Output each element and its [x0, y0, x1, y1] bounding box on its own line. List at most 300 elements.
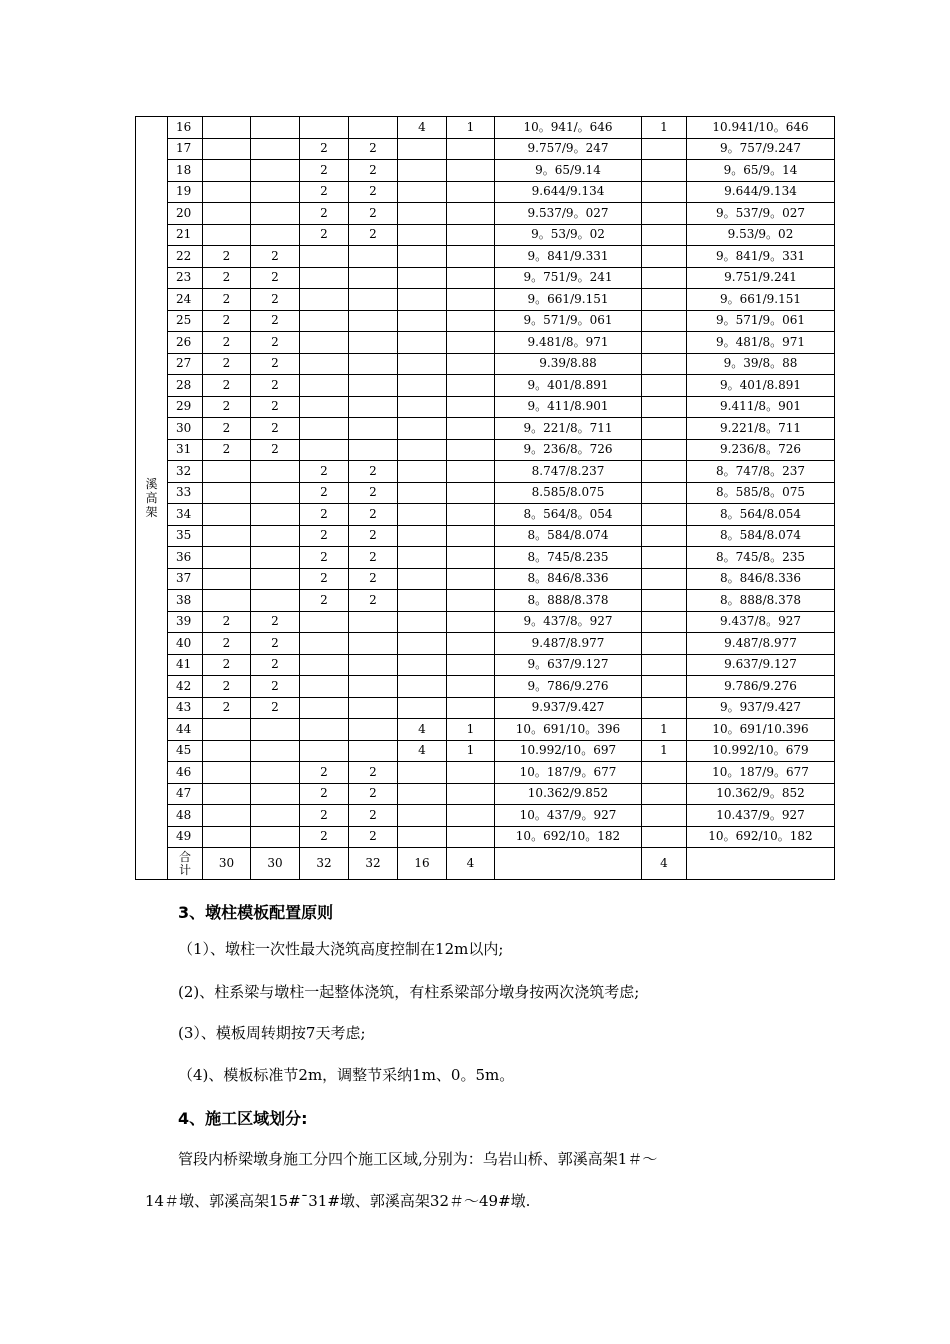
table-cell: 10。187/9。677: [495, 762, 642, 784]
table-cell: [251, 783, 300, 805]
table-cell: 9。841/9。331: [687, 246, 835, 268]
table-cell: [349, 697, 398, 719]
group-label-cell: [136, 117, 168, 880]
table-cell: 9.487/8.977: [687, 633, 835, 655]
table-cell: [642, 676, 687, 698]
pier-number-cell: 17: [168, 138, 203, 160]
table-cell: [251, 482, 300, 504]
table-cell: 9。661/9.151: [687, 289, 835, 311]
pier-number-cell: 24: [168, 289, 203, 311]
table-cell: 10.992/10。679: [687, 740, 835, 762]
table-row: [136, 783, 835, 805]
table-cell: [251, 224, 300, 246]
table-cell: [642, 375, 687, 397]
table-cell: [398, 461, 447, 483]
table-cell: 2: [251, 375, 300, 397]
table-cell: 2: [300, 160, 349, 182]
table-cell: [642, 762, 687, 784]
total-cell: 16: [398, 848, 447, 880]
table-cell: [447, 762, 495, 784]
table-cell: 9。236/8。726: [495, 439, 642, 461]
table-cell: [642, 439, 687, 461]
table-cell: [251, 762, 300, 784]
table-cell: 1: [447, 117, 495, 139]
table-cell: 2: [251, 267, 300, 289]
table-row: [136, 246, 835, 268]
table-cell: 1: [642, 719, 687, 741]
total-cell: [495, 848, 642, 880]
table-cell: [398, 181, 447, 203]
table-cell: [398, 504, 447, 526]
table-cell: 2: [349, 547, 398, 569]
table-cell: 9.487/8.977: [495, 633, 642, 655]
table-cell: [642, 504, 687, 526]
table-cell: 2: [300, 547, 349, 569]
table-cell: 10.941/10。646: [687, 117, 835, 139]
table-cell: [642, 525, 687, 547]
table-row: [136, 396, 835, 418]
pier-number-cell: 26: [168, 332, 203, 354]
table-cell: 8。846/8.336: [687, 568, 835, 590]
table-cell: [642, 332, 687, 354]
table-cell: [398, 676, 447, 698]
table-cell: 8。888/8.378: [687, 590, 835, 612]
table-cell: 9。401/8.891: [687, 375, 835, 397]
table-cell: [398, 482, 447, 504]
table-cell: 2: [349, 181, 398, 203]
pier-number-cell: 47: [168, 783, 203, 805]
table-cell: 2: [251, 654, 300, 676]
table-cell: 2: [349, 783, 398, 805]
table-cell: [203, 590, 251, 612]
principle-3: (3）、模板周转期按7天考虑;: [178, 1024, 366, 1042]
table-cell: [398, 633, 447, 655]
table-cell: 8。846/8.336: [495, 568, 642, 590]
table-cell: [447, 181, 495, 203]
table-cell: [398, 525, 447, 547]
table-cell: 2: [300, 568, 349, 590]
pier-number-cell: 35: [168, 525, 203, 547]
section-4-heading: 4、施工区域划分:: [178, 1109, 308, 1128]
table-cell: [300, 267, 349, 289]
table-cell: [203, 547, 251, 569]
table-cell: 2: [203, 697, 251, 719]
table-cell: [203, 224, 251, 246]
table-cell: 9.236/8。726: [687, 439, 835, 461]
pier-number-cell: 27: [168, 353, 203, 375]
table-row: [136, 439, 835, 461]
table-cell: 8。564/8.054: [687, 504, 835, 526]
table-row: [136, 181, 835, 203]
table-cell: [398, 138, 447, 160]
table-cell: [203, 568, 251, 590]
pier-number-cell: 19: [168, 181, 203, 203]
table-row: [136, 203, 835, 225]
table-cell: 9。437/8。927: [495, 611, 642, 633]
table-row: [136, 224, 835, 246]
table-cell: 9。65/9。14: [687, 160, 835, 182]
table-cell: 9。53/9。02: [495, 224, 642, 246]
table-cell: [398, 418, 447, 440]
table-cell: [642, 289, 687, 311]
pier-number-cell: 23: [168, 267, 203, 289]
principle-1: （1）、墩柱一次性最大浇筑高度控制在12m以内;: [178, 940, 504, 958]
total-cell: 4: [642, 848, 687, 880]
total-cell: 30: [251, 848, 300, 880]
table-cell: [447, 654, 495, 676]
table-cell: 10.362/9。852: [687, 783, 835, 805]
table-cell: 1: [642, 740, 687, 762]
table-cell: [349, 633, 398, 655]
pier-number-cell: 22: [168, 246, 203, 268]
table-row: [136, 461, 835, 483]
pier-number-cell: 41: [168, 654, 203, 676]
table-cell: [203, 482, 251, 504]
table-cell: [447, 504, 495, 526]
table-cell: [349, 740, 398, 762]
table-cell: 2: [349, 762, 398, 784]
table-cell: [300, 654, 349, 676]
table-cell: [251, 740, 300, 762]
total-cell: 4: [447, 848, 495, 880]
table-cell: [300, 310, 349, 332]
table-cell: [642, 633, 687, 655]
table-cell: 8。888/8.378: [495, 590, 642, 612]
table-cell: [398, 783, 447, 805]
table-cell: [251, 568, 300, 590]
pier-number-cell: 40: [168, 633, 203, 655]
table-cell: 2: [300, 181, 349, 203]
construction-zones-line-2: 14＃墩、郭溪高架15#¯31#墩、郭溪高架32＃～49#墩.: [145, 1192, 531, 1210]
table-cell: [349, 310, 398, 332]
table-row: [136, 740, 835, 762]
table-cell: [447, 375, 495, 397]
pier-number-cell: 32: [168, 461, 203, 483]
table-cell: 2: [251, 633, 300, 655]
table-cell: [203, 181, 251, 203]
table-cell: 10。691/10.396: [687, 719, 835, 741]
table-cell: 4: [398, 719, 447, 741]
table-cell: [398, 353, 447, 375]
table-cell: 9。841/9.331: [495, 246, 642, 268]
table-cell: [349, 654, 398, 676]
table-cell: [642, 568, 687, 590]
table-row: [136, 160, 835, 182]
table-cell: 9.757/9。247: [495, 138, 642, 160]
pier-number-cell: 28: [168, 375, 203, 397]
table-cell: [203, 461, 251, 483]
table-cell: 4: [398, 117, 447, 139]
table-cell: [203, 525, 251, 547]
table-cell: [642, 138, 687, 160]
table-cell: [349, 418, 398, 440]
table-cell: [203, 504, 251, 526]
table-cell: 2: [349, 805, 398, 827]
table-cell: [642, 590, 687, 612]
table-cell: [447, 224, 495, 246]
total-label: 合计: [178, 849, 191, 877]
table-cell: [398, 654, 447, 676]
table-row: [136, 310, 835, 332]
table-cell: [642, 224, 687, 246]
table-cell: [642, 697, 687, 719]
pier-formwork-table: [135, 116, 835, 880]
table-cell: [398, 826, 447, 848]
table-cell: [398, 203, 447, 225]
table-row: [136, 332, 835, 354]
table-cell: 9。39/8。88: [687, 353, 835, 375]
pier-number-cell: 45: [168, 740, 203, 762]
table-cell: [447, 461, 495, 483]
table-cell: [447, 826, 495, 848]
principle-4: （4)、模板标准节2m，调整节采纳1m、0。5m。: [178, 1066, 515, 1084]
table-cell: 9.637/9.127: [687, 654, 835, 676]
table-cell: 9.786/9.276: [687, 676, 835, 698]
table-cell: 2: [251, 289, 300, 311]
table-cell: 8.585/8.075: [495, 482, 642, 504]
table-cell: 9。65/9.14: [495, 160, 642, 182]
table-cell: [447, 138, 495, 160]
table-cell: [300, 289, 349, 311]
table-cell: 9。637/9.127: [495, 654, 642, 676]
table-cell: [447, 590, 495, 612]
table-cell: 2: [300, 525, 349, 547]
pier-number-cell: 49: [168, 826, 203, 848]
group-label: 溪高架: [145, 477, 158, 519]
table-cell: [447, 805, 495, 827]
table-cell: 2: [300, 203, 349, 225]
table-cell: 8。584/8.074: [687, 525, 835, 547]
table-cell: 2: [349, 525, 398, 547]
table-cell: [203, 719, 251, 741]
pier-number-cell: 31: [168, 439, 203, 461]
table-cell: 2: [251, 418, 300, 440]
table-cell: [251, 117, 300, 139]
table-cell: [251, 203, 300, 225]
table-cell: [642, 160, 687, 182]
table-row: [136, 654, 835, 676]
table-cell: [398, 762, 447, 784]
table-cell: [398, 267, 447, 289]
table-cell: 2: [300, 461, 349, 483]
table-row: [136, 611, 835, 633]
table-row: [136, 504, 835, 526]
table-cell: [398, 310, 447, 332]
total-cell: [687, 848, 835, 880]
table-cell: 2: [203, 267, 251, 289]
table-cell: 9.437/8。927: [687, 611, 835, 633]
table-cell: 2: [203, 353, 251, 375]
pier-number-cell: 34: [168, 504, 203, 526]
table-cell: [349, 676, 398, 698]
table-cell: 2: [203, 396, 251, 418]
table-cell: 10。691/10。396: [495, 719, 642, 741]
table-cell: [251, 805, 300, 827]
table-cell: [642, 418, 687, 440]
table-cell: 2: [349, 482, 398, 504]
total-label-cell: [168, 848, 203, 880]
table-row: [136, 525, 835, 547]
table-cell: 8.747/8.237: [495, 461, 642, 483]
table-cell: 2: [203, 676, 251, 698]
table-cell: [398, 246, 447, 268]
table-row: [136, 375, 835, 397]
table-cell: [251, 719, 300, 741]
table-cell: 9.751/9.241: [687, 267, 835, 289]
table-cell: [349, 117, 398, 139]
table-cell: [398, 805, 447, 827]
table-cell: 8。745/8。235: [687, 547, 835, 569]
table-cell: 2: [203, 633, 251, 655]
table-cell: [349, 396, 398, 418]
table-cell: [447, 547, 495, 569]
table-cell: [203, 805, 251, 827]
table-cell: 2: [300, 224, 349, 246]
table-cell: 2: [300, 482, 349, 504]
table-cell: [447, 633, 495, 655]
table-cell: 8。747/8。237: [687, 461, 835, 483]
table-cell: [447, 439, 495, 461]
table-cell: [642, 805, 687, 827]
pier-number-cell: 46: [168, 762, 203, 784]
table-row: [136, 826, 835, 848]
table-cell: [300, 396, 349, 418]
total-cell: 30: [203, 848, 251, 880]
table-row: [136, 482, 835, 504]
table-cell: 9。571/9。061: [687, 310, 835, 332]
pier-number-cell: 33: [168, 482, 203, 504]
table-row: [136, 697, 835, 719]
table-cell: 9。221/8。711: [495, 418, 642, 440]
table-cell: [251, 547, 300, 569]
table-cell: 2: [251, 246, 300, 268]
table-cell: [398, 224, 447, 246]
table-cell: 9。537/9。027: [687, 203, 835, 225]
table-cell: 10.992/10。697: [495, 740, 642, 762]
table-cell: [300, 439, 349, 461]
table-cell: [398, 289, 447, 311]
table-cell: [447, 676, 495, 698]
pier-number-cell: 39: [168, 611, 203, 633]
pier-number-cell: 38: [168, 590, 203, 612]
table-cell: [447, 310, 495, 332]
table-cell: 2: [203, 611, 251, 633]
table-cell: 9.221/8。711: [687, 418, 835, 440]
table-cell: [447, 353, 495, 375]
table-cell: [642, 654, 687, 676]
pier-number-cell: 37: [168, 568, 203, 590]
table-cell: 9。661/9.151: [495, 289, 642, 311]
table-cell: [300, 418, 349, 440]
table-cell: [300, 611, 349, 633]
table-cell: 2: [251, 396, 300, 418]
table-cell: [642, 396, 687, 418]
table-cell: [300, 633, 349, 655]
table-cell: [447, 267, 495, 289]
table-cell: [251, 181, 300, 203]
table-cell: 2: [300, 762, 349, 784]
table-cell: 8。585/8。075: [687, 482, 835, 504]
table-cell: [203, 783, 251, 805]
table-cell: [203, 740, 251, 762]
table-cell: [300, 676, 349, 698]
table-cell: 10。692/10。182: [495, 826, 642, 848]
table-cell: [300, 375, 349, 397]
table-cell: [349, 353, 398, 375]
table-cell: [642, 181, 687, 203]
table-cell: 2: [349, 138, 398, 160]
table-cell: [642, 547, 687, 569]
table-cell: [447, 418, 495, 440]
table-cell: [447, 396, 495, 418]
table-cell: [447, 160, 495, 182]
table-row: [136, 138, 835, 160]
table-cell: [398, 160, 447, 182]
table-cell: [447, 611, 495, 633]
table-cell: [349, 267, 398, 289]
table-cell: [642, 246, 687, 268]
table-cell: 2: [251, 697, 300, 719]
table-cell: 2: [349, 203, 398, 225]
principle-2: (2)、柱系梁与墩柱一起整体浇筑，有柱系梁部分墩身按两次浇筑考虑;: [178, 983, 640, 1001]
table-cell: [642, 353, 687, 375]
table-row: [136, 719, 835, 741]
table-cell: [203, 762, 251, 784]
table-cell: 2: [203, 310, 251, 332]
table-cell: 9.537/9。027: [495, 203, 642, 225]
table-cell: 2: [251, 310, 300, 332]
pier-number-cell: 44: [168, 719, 203, 741]
table-row: [136, 762, 835, 784]
table-cell: 8。745/8.235: [495, 547, 642, 569]
table-cell: [398, 590, 447, 612]
table-cell: [642, 783, 687, 805]
pier-number-cell: 42: [168, 676, 203, 698]
table-cell: [349, 332, 398, 354]
table-cell: 2: [203, 332, 251, 354]
table-cell: 9.644/9.134: [687, 181, 835, 203]
table-cell: 2: [300, 783, 349, 805]
table-cell: [300, 740, 349, 762]
table-cell: 2: [251, 676, 300, 698]
table-cell: [300, 332, 349, 354]
table-cell: 10。692/10。182: [687, 826, 835, 848]
construction-zones-line-1: 管段内桥梁墩身施工分四个施工区域,分别为：乌岩山桥、郭溪高架1＃～: [178, 1150, 658, 1168]
table-cell: 9.644/9.134: [495, 181, 642, 203]
table-cell: 10。437/9。927: [495, 805, 642, 827]
table-cell: 10.437/9。927: [687, 805, 835, 827]
table-row: [136, 568, 835, 590]
pier-number-cell: 16: [168, 117, 203, 139]
table-cell: [447, 332, 495, 354]
table-cell: [447, 525, 495, 547]
table-cell: [251, 590, 300, 612]
table-cell: 2: [300, 590, 349, 612]
table-cell: 8。584/8.074: [495, 525, 642, 547]
table-cell: 10。187/9。677: [687, 762, 835, 784]
table-cell: 9。786/9.276: [495, 676, 642, 698]
table-cell: [447, 246, 495, 268]
table-cell: [300, 697, 349, 719]
table-cell: [642, 203, 687, 225]
table-cell: 2: [251, 439, 300, 461]
table-cell: [398, 547, 447, 569]
table-cell: 2: [251, 332, 300, 354]
pier-number-cell: 29: [168, 396, 203, 418]
table-cell: 2: [300, 826, 349, 848]
table-cell: 10。941/。646: [495, 117, 642, 139]
table-cell: 1: [447, 740, 495, 762]
